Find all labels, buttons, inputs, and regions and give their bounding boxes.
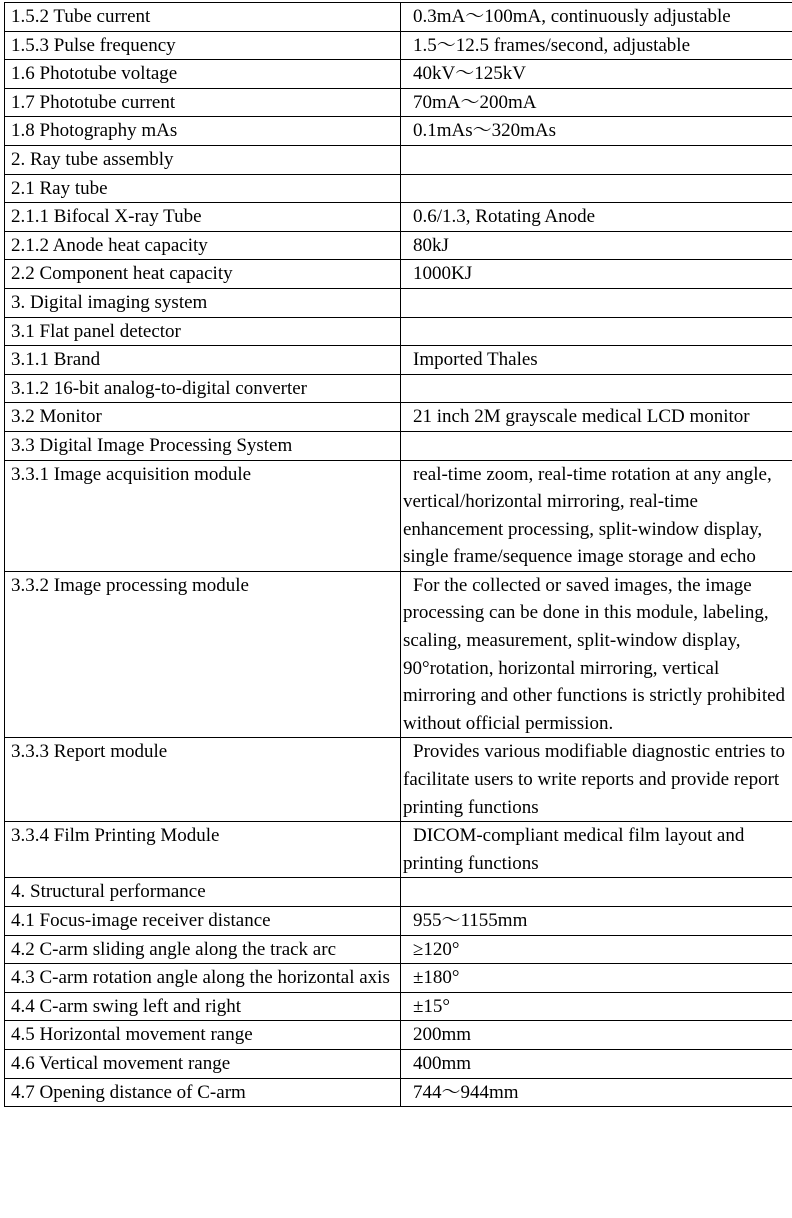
value-cell — [401, 1078, 792, 1107]
table-row — [5, 571, 792, 738]
value-text: 0.1mAs～320mAs — [413, 120, 557, 142]
value-cell — [401, 878, 792, 907]
param-cell: 2.1.2 Anode heat capacity — [5, 231, 401, 260]
value-text — [403, 289, 792, 317]
table-row — [5, 1049, 792, 1078]
param-cell: 4. Structural performance — [5, 878, 401, 907]
param-cell: 3.3.4 Film Printing Module — [5, 822, 401, 878]
value-cell — [401, 288, 792, 317]
value-text — [403, 146, 792, 174]
param-cell: 1.5.3 Pulse frequency — [5, 31, 401, 60]
value-cell — [401, 935, 792, 964]
table-row — [5, 346, 792, 375]
value-text: 1.5～12.5 frames/second, adjustable — [413, 34, 691, 56]
table-row — [5, 878, 792, 907]
table-row — [5, 907, 792, 936]
param-cell: 4.4 C-arm swing left and right — [5, 992, 401, 1021]
value-cell — [401, 174, 792, 203]
value-text: 1000KJ — [413, 263, 473, 285]
value-cell — [401, 822, 792, 878]
value-text: 200mm — [413, 1024, 472, 1046]
spec-table — [4, 2, 792, 1107]
param-cell: 3.3.2 Image processing module — [5, 571, 401, 738]
value-text: 955～1155mm — [413, 910, 528, 931]
value-text: Provides various modifiable diagnostic entries to facilitate users to write reports and provide report printing functions — [403, 741, 786, 818]
value-text: ≥120° — [413, 938, 460, 960]
table-row — [5, 374, 792, 403]
table-row — [5, 431, 792, 460]
param-cell: 4.7 Opening distance of C-arm — [5, 1078, 401, 1107]
param-cell: 4.2 C-arm sliding angle along the track arc — [5, 935, 401, 964]
value-cell — [401, 203, 792, 232]
value-text: 70mA～200mA — [413, 91, 537, 113]
param-cell: 3.1.2 16-bit analog-to-digital converter — [5, 374, 401, 403]
param-cell: 3.3.1 Image acquisition module — [5, 460, 401, 571]
table-row — [5, 174, 792, 203]
table-row — [5, 145, 792, 174]
param-cell: 1.7 Phototube current — [5, 88, 401, 117]
value-text: 0.6/1.3, Rotating Anode — [413, 206, 596, 228]
value-cell — [401, 907, 792, 936]
param-cell: 3.1 Flat panel detector — [5, 317, 401, 346]
table-row — [5, 231, 792, 260]
table-row — [5, 935, 792, 964]
value-cell — [401, 88, 792, 117]
value-cell — [401, 31, 792, 60]
table-row — [5, 460, 792, 571]
table-row — [5, 317, 792, 346]
table-row — [5, 1078, 792, 1107]
value-cell — [401, 1049, 792, 1078]
table-row — [5, 288, 792, 317]
value-text — [403, 375, 792, 403]
value-cell — [401, 117, 792, 146]
value-cell — [401, 60, 792, 89]
value-text — [403, 175, 792, 203]
value-text: DICOM-compliant medical film layout and printing functions — [403, 825, 745, 874]
param-cell: 3. Digital imaging system — [5, 288, 401, 317]
param-cell: 1.8 Photography mAs — [5, 117, 401, 146]
value-text: 400mm — [413, 1052, 472, 1074]
value-text: ±180° — [413, 967, 460, 989]
value-cell — [401, 738, 792, 822]
table-row — [5, 203, 792, 232]
value-cell — [401, 231, 792, 260]
value-text — [403, 878, 792, 906]
param-cell: 3.3.3 Report module — [5, 738, 401, 822]
value-cell — [401, 992, 792, 1021]
param-cell: 3.1.1 Brand — [5, 346, 401, 375]
param-cell: 4.6 Vertical movement range — [5, 1049, 401, 1078]
value-cell — [401, 317, 792, 346]
value-cell — [401, 145, 792, 174]
param-cell: 4.1 Focus-image receiver distance — [5, 907, 401, 936]
value-cell — [401, 403, 792, 432]
param-cell: 2.1 Ray tube — [5, 174, 401, 203]
value-cell — [401, 1021, 792, 1050]
value-text: 40kV～125kV — [413, 63, 526, 85]
value-text: 21 inch 2M grayscale medical LCD monitor — [413, 406, 750, 428]
table-row — [5, 3, 792, 32]
table-row — [5, 964, 792, 993]
table-row — [5, 822, 792, 878]
table-row — [5, 117, 792, 146]
table-row — [5, 738, 792, 822]
value-text — [403, 432, 792, 460]
value-text: 80kJ — [413, 234, 449, 256]
param-cell: 4.5 Horizontal movement range — [5, 1021, 401, 1050]
value-text: Imported Thales — [413, 349, 538, 371]
param-cell: 3.3 Digital Image Processing System — [5, 431, 401, 460]
table-row — [5, 992, 792, 1021]
table-row — [5, 1021, 792, 1050]
param-cell: 4.3 C-arm rotation angle along the horizontal axis — [5, 964, 401, 993]
value-cell — [401, 374, 792, 403]
value-text: ±15° — [413, 995, 451, 1017]
value-cell — [401, 3, 792, 32]
param-cell: 2.1.1 Bifocal X-ray Tube — [5, 203, 401, 232]
value-cell — [401, 571, 792, 738]
param-cell: 1.6 Phototube voltage — [5, 60, 401, 89]
table-row — [5, 88, 792, 117]
value-text: For the collected or saved images, the image processing can be done in this module, labeling, scaling, measurement, split-window display, 90°rotation, horizontal mirroring, vertical mirroring and other functions is strictly prohibited without official permission. — [403, 574, 786, 734]
table-row — [5, 31, 792, 60]
table-row — [5, 260, 792, 289]
value-text — [403, 318, 792, 346]
value-cell — [401, 460, 792, 571]
value-text: 0.3mA～100mA, continuously adjustable — [413, 6, 731, 27]
value-cell — [401, 964, 792, 993]
value-cell — [401, 260, 792, 289]
param-cell: 1.5.2 Tube current — [5, 3, 401, 32]
table-row — [5, 60, 792, 89]
param-cell: 3.2 Monitor — [5, 403, 401, 432]
value-text: real-time zoom, real-time rotation at any angle, vertical/horizontal mirroring, real-time enhancement processing, split-window display, single frame/sequence image storage and echo — [403, 463, 772, 568]
param-cell: 2. Ray tube assembly — [5, 145, 401, 174]
value-text: 744～944mm — [413, 1081, 519, 1103]
value-cell — [401, 346, 792, 375]
value-cell — [401, 431, 792, 460]
table-row — [5, 403, 792, 432]
param-cell: 2.2 Component heat capacity — [5, 260, 401, 289]
